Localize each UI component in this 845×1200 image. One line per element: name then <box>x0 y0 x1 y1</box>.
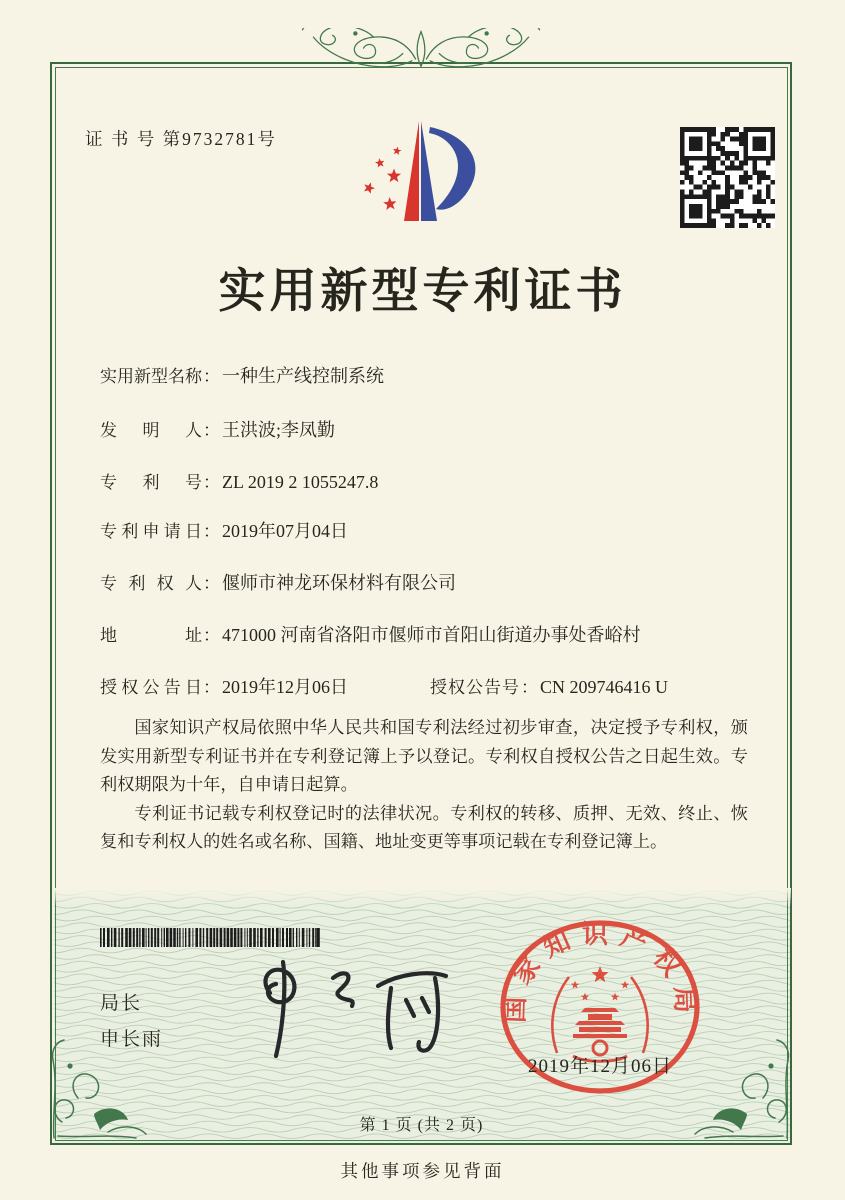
field-value: 偃师市神龙环保材料有限公司 <box>222 573 456 593</box>
colon: ： <box>203 678 220 697</box>
field-row-filing-date <box>100 517 348 543</box>
colon: ： <box>203 473 220 492</box>
signer-block <box>100 986 163 1058</box>
back-side-note: 其他事项参见背面 <box>340 1161 505 1181</box>
field-value: CN 209746416 U <box>540 677 669 697</box>
field-label: 实用新型名称 <box>100 367 202 386</box>
field-value: 一种生产线控制系统 <box>222 366 384 386</box>
field-row-patent-no <box>100 468 378 494</box>
seal-org-text: 国家知识产权局 <box>500 919 700 1024</box>
legal-paragraph-1: 国家知识产权局依照中华人民共和国专利法经过初步审查，决定授予专利权，颁发实用新型专利证书并在专利登记簿上予以登记。专利权自授权公告之日起生效。专利权期限为十年，自申请日起算。 <box>100 718 748 795</box>
field-label: 授权公告日 <box>100 678 202 697</box>
legal-text <box>100 714 748 857</box>
field-value: 王洪波;李凤勤 <box>222 420 336 440</box>
field-label: 发明人 <box>100 421 202 440</box>
field-row-address <box>100 621 641 647</box>
seal-emblem-gate <box>552 977 647 1061</box>
field-label: 地址 <box>100 626 202 645</box>
colon: ： <box>203 574 220 593</box>
certificate-title: 实用新型专利证书 <box>218 266 627 318</box>
certificate-number: 证 书 号 第9732781号 <box>85 129 277 149</box>
field-label: 专利申请日 <box>100 522 202 541</box>
legal-paragraph-2: 专利证书记载专利权登记时的法律状况。专利权的转移、质押、无效、终止、恢复和专利权人的姓名或名称、国籍、地址变更等事项记载在专利登记簿上。 <box>100 803 748 852</box>
colon: ： <box>203 367 220 386</box>
page-number: 第 1 页 (共 2 页) <box>359 1117 484 1134</box>
cnipa-logo-icon <box>350 112 510 230</box>
signer-title: 局长 <box>100 993 143 1014</box>
colon: ： <box>203 421 220 440</box>
qr-code-icon <box>680 127 775 228</box>
field-value: ZL 2019 2 1055247.8 <box>222 472 379 492</box>
field-value: 2019年12月06日 <box>222 677 348 697</box>
field-pair-grant-no <box>430 673 668 698</box>
field-label: 专利号 <box>100 473 202 492</box>
seal-date: 2019年12月06日 <box>527 1056 672 1077</box>
field-value: 471000 河南省洛阳市偃师市首阳山街道办事处香峪村 <box>222 625 641 645</box>
field-row-grant <box>100 673 669 699</box>
logo-stars <box>364 147 402 210</box>
barcode-icon <box>100 928 322 947</box>
signer-name: 申长雨 <box>100 1029 164 1050</box>
field-row-name <box>100 362 384 388</box>
dragon-ornament-icon <box>285 28 557 90</box>
field-row-inventor <box>100 416 335 442</box>
colon: ： <box>203 626 220 645</box>
field-label: 授权公告号 <box>430 678 520 697</box>
handwritten-signature-icon <box>228 948 453 1073</box>
guilloche-fade <box>54 888 791 906</box>
field-row-patentee <box>100 569 456 595</box>
colon: ： <box>521 678 538 697</box>
seal-emblem-stars <box>571 966 629 1001</box>
field-value: 2019年07月04日 <box>222 521 348 541</box>
field-label: 专利权人 <box>100 574 202 593</box>
colon: ： <box>203 522 220 541</box>
